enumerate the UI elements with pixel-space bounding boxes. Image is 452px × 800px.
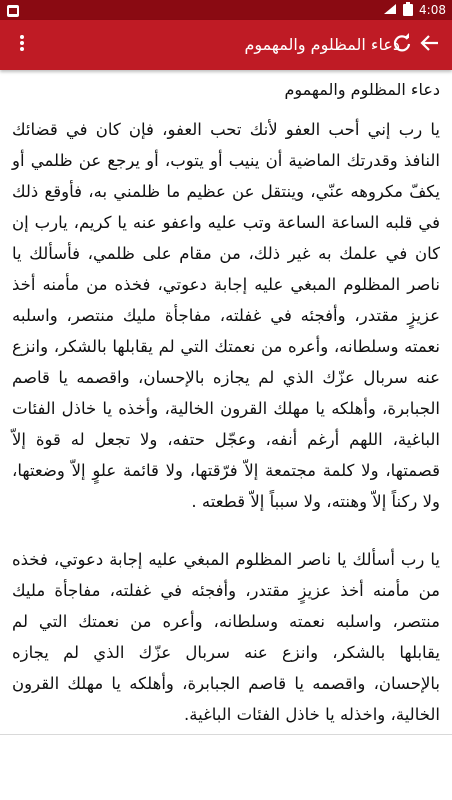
status-bar <box>0 0 452 20</box>
content-area[interactable] <box>0 70 452 800</box>
back-arrow-icon <box>420 33 440 57</box>
status-time: 4:08 <box>419 3 446 17</box>
back-button[interactable] <box>414 29 446 61</box>
battery-icon <box>403 2 413 19</box>
more-vert-icon <box>12 33 32 57</box>
dua-paragraph: يا رب أسألك يا ناصر المظلوم المبغي عليه إجابة دعوتي، فخذه من مأمنه أخذ عزيزٍ مقتدر، وأفجئه في غفلته، مفاجأة مليك منتصر، واسلبه نعمته وسلطانه، وأعره من نعمتك التي لم يقابلها بالشكر، وانزع عنه سربال عزّك الذي لم يجازه بالإحسان، واقصمه يا قاصم الجبابرة، وأهلكه يا مهلك القرون الخالية، واخذله يا خاذل الفئات الباغية. <box>12 550 440 724</box>
divider <box>0 734 452 735</box>
content-heading: دعاء المظلوم والمهموم <box>284 80 440 99</box>
page-title: دعاء المظلوم والمهموم <box>244 35 400 54</box>
dua-paragraph: يا رب إني أحب العفو لأنك تحب العفو، فإن كان في قضائك النافذ وقدرتك الماضية أن ينيب أو يتوب، أو يرجع عن ظلمي أو يكفّ مكروهه عنّي، وينتقل عن عظيم ما ظلمني به، فأوقع ذلك في قلبه الساعة الساعة وتب عليه واعفو عنه يا كريم، يارب إن كان في علمك به غير ذلك، من مقام على ظلمي، فأسألك يا ناصر المظلوم المبغي عليه إجابة دعوتي، فخذه من مأمنه أخذ عزيزٍ مقتدر، وأفجئه في غفلته، مفاجأة مليك منتصر، واسلبه نعمته وسلطانه، وأعره من نعمتك التي لم يقابلها بالشكر، وانزع عنه سربال عزّك الذي لم يجازه بالإحسان، واقصمه يا قاصم الجبابرة، وأهلكه يا مهلك القرون الخالية، وأخذه يا خاذل الفئات الباغية، اللهم أرغم أنفه، وعجّل حتفه، ولا تجعل له قوة إلاّ قصمتها، ولا كلمة مجتمعة إلاّ فرّقتها، ولا قائمة علوٍ إلاّ وضعتها، ولا ركناً إلاّ وهنته، ولا سبباً إلاّ قطعته . <box>12 120 440 511</box>
more-options-button[interactable] <box>6 29 38 61</box>
app-bar <box>0 20 452 70</box>
wifi-icon <box>383 2 397 19</box>
